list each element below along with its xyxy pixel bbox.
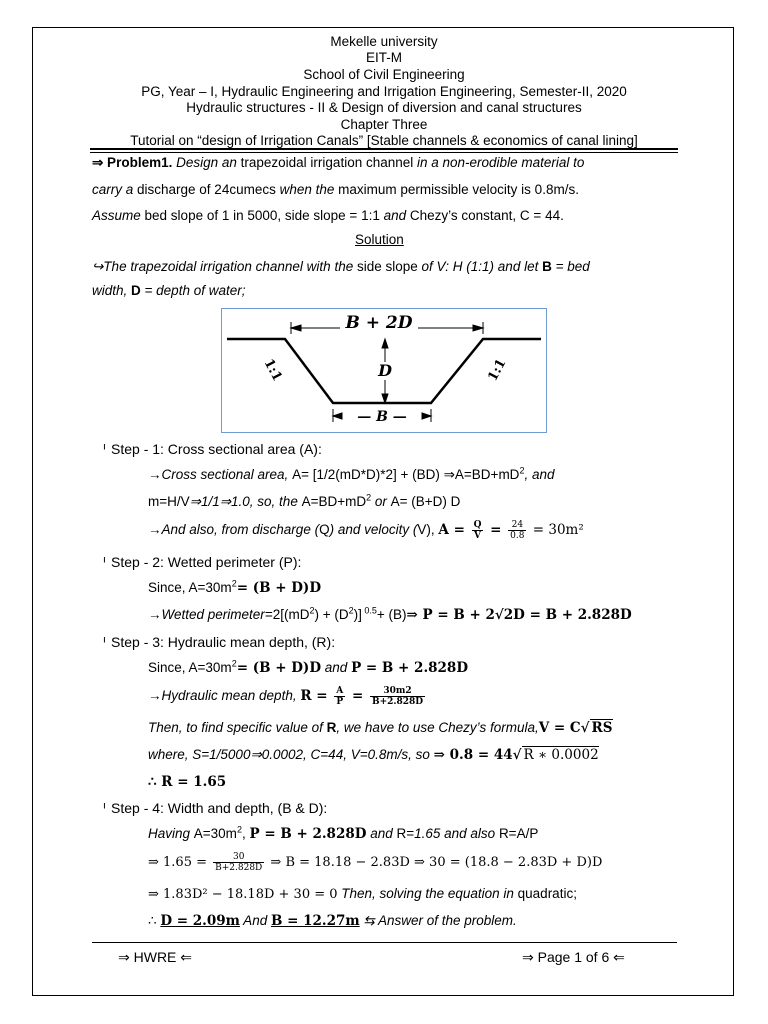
step-4-title: ᑊ Step - 4: Width and depth, (B & D): [103,800,328,816]
step-marker-icon: ᑊ [103,800,106,816]
step-4-line-1: Having $A=30m^2$, P = B + 2.828D and R=1.65 and also R=A/P [148,824,539,842]
footer-rule [92,942,677,943]
step-4-answer: ∴ D = 2.09m And B = 12.27m ⇆ Answer of the problem. [148,913,517,929]
page-number: ⇒ Page 1 of 6 ⇐ [522,949,625,965]
step-4-line-3: ⇒ 1.83D² − 18.18D + 30 = 0 Then, solving the equation in quadratic; [148,886,577,902]
step-marker-icon: ᑊ [103,441,106,457]
footer-left-label: ⇒ HWRE ⇐ [118,949,193,965]
institute-name: EIT-M [366,50,402,65]
school-name: School of Civil Engineering [303,67,465,82]
step-1-line-2: m=H/V⇒1/1⇒1.0, so, the $A=BD+mD^2$ or A= (B+D) D [148,492,461,509]
step-2-title: ᑊ Step - 2: Wetted perimeter (P): [103,554,302,570]
trapezoidal-channel-diagram [221,308,547,433]
step-3-line-2: →Hydraulic mean depth, R = $\frac{A}{P}$ = $\frac{30m2}{B+2.828D}$ [148,686,424,707]
top-width-label: B + 2D [345,313,413,333]
step-1-line-1: →Cross sectional area, A= [1/2(mD*D)*2] + (BD) $\Rightarrow A=BD+mD^2$, and [148,465,555,482]
step-3-title: ᑊ Step - 3: Hydraulic mean depth, (R): [103,634,336,650]
header-rule-thick [90,148,678,150]
step-2-line-2: →Wetted $perimeter=2[(mD^2) + (D^2)]$ $^{0.5}$+ (B)⇒ P = B + 2√2D = B + 2.828D [148,605,632,623]
step-marker-icon: ᑊ [103,634,106,650]
step-3-line-1: Since, $A=30m^2= (B + D)D$ and P = B + 2.828D [148,658,469,676]
tutorial-title: Tutorial on “design of Irrigation Canals” [Stable channels & economics of canal lining] [130,133,638,148]
step-3-result: ∴ R = 1.65 [148,774,227,790]
bottom-width-label: — B — [357,409,407,425]
left-slope-label: 1:1 [260,356,285,384]
depth-label: D [378,361,392,380]
step-4-line-2: ⇒ 1.65 = $\frac{30}{B+2.828D}$ ⇒ B = 18.18 − 2.83D ⇒ 30 = (18.8 − 2.83D + D)D [148,852,603,873]
program-line: PG, Year – I, Hydraulic Engineering and Irrigation Engineering, Semester-II, 2020 [141,84,627,99]
problem-line-2: carry a discharge of 24cumecs when the maximum permissible velocity is 0.8m/s. [92,182,579,197]
solution-intro-line-2: width, D = depth of water; [92,283,246,298]
solution-intro-line-1: ↪The trapezoidal irrigation channel with the side slope of V: H (1:1) and let B = bed [92,259,590,274]
right-slope-label: 1:1 [485,356,510,384]
step-marker-icon: ᑊ [103,554,106,570]
step-3-line-3: Then, to find specific value of R, we have to use Chezy’s formula,V = C√ RS [148,720,613,736]
problem-line-1: ⇒ Problem1. Design an trapezoidal irrigation channel in a non-erodible material to [92,155,585,170]
page-border [32,27,734,996]
chapter-title: Chapter Three [340,117,428,132]
header-rule-thin [90,152,678,153]
step-1-line-3: →And also, from discharge (Q) and velocity (V), A = $\frac{Q}{V}$ = $\frac{24}{0.8}$ = 30m² [148,520,584,541]
course-title: Hydraulic structures - II & Design of diversion and canal structures [186,100,582,115]
university-name: Mekelle university [330,34,438,49]
problem-line-3: Assume bed slope of 1 in 5000, side slope = 1:1 and Chezy’s constant, C = 44. [92,208,564,223]
solution-heading: Solution [355,232,404,247]
step-1-title: ᑊ Step - 1: Cross sectional area (A): [103,441,322,457]
step-2-line-1: Since, $A=30m^2= (B + D)D$ [148,578,322,596]
step-3-line-4: where, S=1/5000⇒0.0002, C=44, V=0.8m/s, so ⇒ 0.8 = 44√ R ∗ 0.0002 [148,747,599,763]
